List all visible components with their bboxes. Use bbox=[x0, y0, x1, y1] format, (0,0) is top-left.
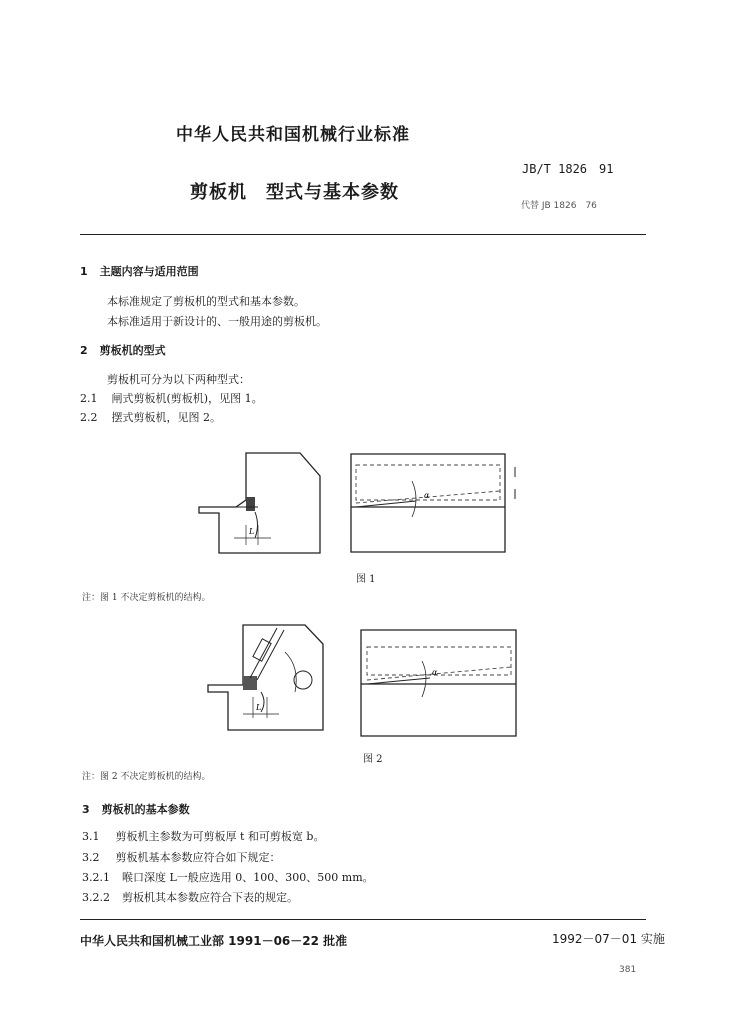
figure-1-note: 注：图 1 不决定剪板机的结构。 bbox=[82, 593, 211, 603]
clause-number: 3.2.2 bbox=[82, 891, 110, 904]
clause-3-2-1 bbox=[82, 869, 374, 885]
section-1-paragraph-2: 本标准适用于新设计的、一般用途的剪板机。 bbox=[107, 315, 327, 328]
standard-code: JB/T 1826 91 bbox=[522, 162, 614, 176]
section-1-number: 1 bbox=[80, 265, 88, 278]
clause-number: 3.1 bbox=[82, 830, 100, 843]
figure-1-caption: 图 1 bbox=[356, 574, 376, 585]
section-3-heading bbox=[82, 801, 190, 817]
section-1-paragraph-1: 本标准规定了剪板机的型式和基本参数。 bbox=[107, 295, 305, 308]
section-2-intro: 剪板机可分为以下两种型式： bbox=[107, 373, 250, 386]
clause-number: 3.2.1 bbox=[82, 871, 110, 884]
clause-text: 剪板机基本参数应符合如下规定： bbox=[115, 851, 281, 864]
page-number: 381 bbox=[619, 965, 637, 975]
clause-text: 喉口深度 L一般应选用 0、100、300、500 mm。 bbox=[122, 871, 374, 884]
figure-1-side-view bbox=[196, 450, 324, 555]
section-2-heading bbox=[80, 342, 166, 358]
figure-2-front-view bbox=[358, 627, 518, 739]
clause-3-1 bbox=[82, 828, 324, 844]
footer-divider bbox=[80, 919, 646, 920]
section-1-title: 主题内容与适用范围 bbox=[99, 265, 199, 278]
header-organization: 中华人民共和国机械行业标准 bbox=[176, 125, 410, 145]
section-2-number: 2 bbox=[80, 344, 88, 357]
replaces-standard: 代替 JB 1826 76 bbox=[521, 201, 597, 211]
clause-3-2-2 bbox=[82, 889, 298, 905]
section-2-title: 剪板机的型式 bbox=[99, 344, 166, 357]
document-title: 剪板机 型式与基本参数 bbox=[190, 182, 399, 203]
clause-text: 摆式剪板机，见图 2。 bbox=[111, 411, 221, 424]
figure-2-side-view bbox=[205, 622, 327, 734]
clause-number: 2.1 bbox=[80, 392, 98, 405]
clause-number: 3.2 bbox=[82, 851, 100, 864]
clause-text: 剪板机主参数为可剪板厚 t 和可剪板宽 b。 bbox=[115, 830, 325, 843]
figure-1-label-alpha: α bbox=[424, 491, 430, 500]
clause-3-2 bbox=[82, 849, 281, 865]
section-3-title: 剪板机的基本参数 bbox=[101, 803, 190, 816]
figure-2-note: 注：图 2 不决定剪板机的结构。 bbox=[82, 772, 211, 782]
header-divider bbox=[80, 234, 646, 235]
clause-text: 剪板机其本参数应符合下表的规定。 bbox=[122, 891, 298, 904]
figure-2-label-L: L bbox=[256, 703, 262, 712]
clause-2-1 bbox=[80, 390, 263, 406]
clause-text: 闸式剪板机(剪板机)，见图 1。 bbox=[111, 392, 263, 405]
figure-1-label-L: L bbox=[249, 527, 255, 536]
figure-1-front-view bbox=[348, 451, 528, 553]
figure-2-caption: 图 2 bbox=[363, 754, 383, 765]
implementation-date: 1992－07－01 实施 bbox=[552, 932, 665, 946]
section-1-heading bbox=[80, 263, 199, 279]
figure-2-label-alpha: α bbox=[432, 668, 438, 677]
clause-2-2 bbox=[80, 409, 221, 425]
approval-statement: 中华人民共和国机械工业部 1991－06－22 批准 bbox=[80, 934, 348, 948]
clause-number: 2.2 bbox=[80, 411, 98, 424]
section-3-number: 3 bbox=[82, 803, 90, 816]
